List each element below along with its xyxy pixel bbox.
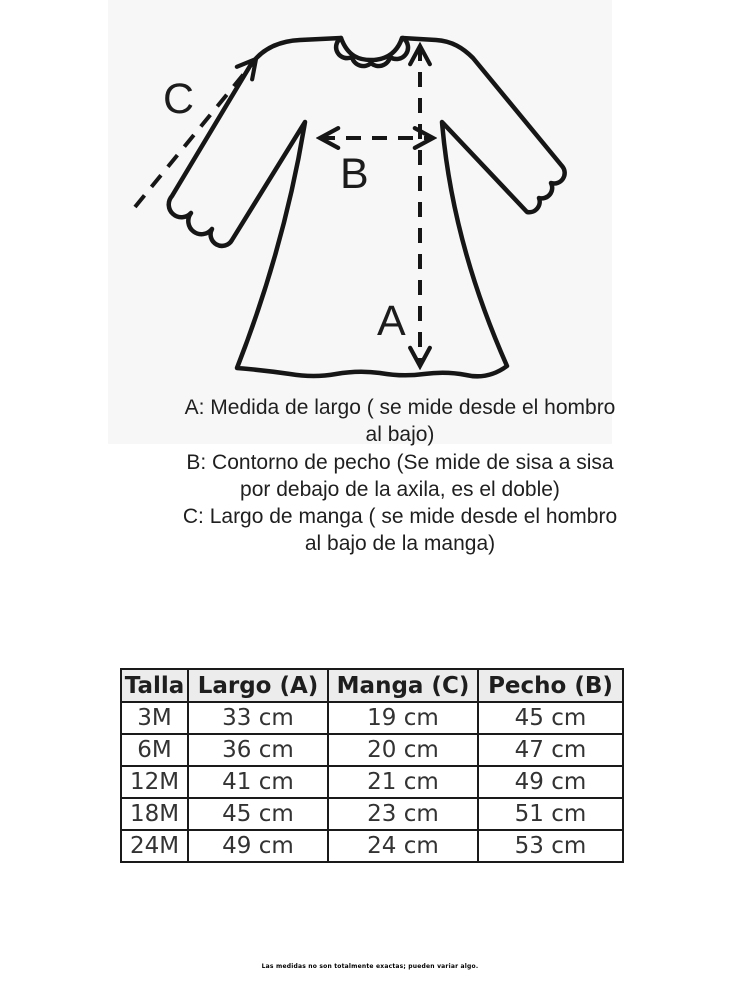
table-row-6m <box>121 734 623 766</box>
size-cell: 18M <box>121 798 188 830</box>
size-table <box>120 668 624 863</box>
size-cell: 24M <box>121 830 188 862</box>
dress-measurement-diagram <box>0 0 740 400</box>
pecho-cell: 49 cm <box>478 766 623 798</box>
largo-cell: 49 cm <box>188 830 328 862</box>
pecho-cell: 53 cm <box>478 830 623 862</box>
pecho-cell: 45 cm <box>478 702 623 734</box>
description-line-b2: por debajo de la axila, es el doble) <box>240 477 560 501</box>
manga-cell: 21 cm <box>328 766 478 798</box>
measure-arrow-c <box>135 59 256 207</box>
manga-cell: 20 cm <box>328 734 478 766</box>
measurement-descriptions <box>60 394 740 558</box>
column-header-pecho: Pecho (B) <box>478 669 623 702</box>
manga-cell: 19 cm <box>328 702 478 734</box>
description-line-b1: B: Contorno de pecho (Se mide de sisa a sisa <box>186 450 614 474</box>
description-line-c2: al bajo de la manga) <box>304 532 496 556</box>
size-cell: 3M <box>121 702 188 734</box>
table-row-18m <box>121 798 623 830</box>
largo-cell: 45 cm <box>188 798 328 830</box>
manga-cell: 23 cm <box>328 798 478 830</box>
pecho-cell: 47 cm <box>478 734 623 766</box>
description-line-a1: A: Medida de largo ( se mide desde el hombro <box>184 396 616 419</box>
column-header-largo: Largo (A) <box>188 669 328 702</box>
pecho-cell: 51 cm <box>478 798 623 830</box>
manga-cell: 24 cm <box>328 830 478 862</box>
diagram-label-c: C <box>163 75 195 123</box>
largo-cell: 33 cm <box>188 702 328 734</box>
disclaimer-note: Las medidas no son totalmente exactas; pueden variar algo. <box>261 963 479 970</box>
largo-cell: 36 cm <box>188 734 328 766</box>
largo-cell: 41 cm <box>188 766 328 798</box>
description-line-a2: al bajo) <box>365 423 435 447</box>
description-line-c1: C: Largo de manga ( se mide desde el hombro <box>182 505 618 529</box>
column-header-talla: Talla <box>121 669 188 702</box>
dress-outline <box>169 38 565 376</box>
diagram-label-a: A <box>377 297 406 345</box>
size-cell: 12M <box>121 766 188 798</box>
table-row-12m <box>121 766 623 798</box>
size-cell: 6M <box>121 734 188 766</box>
table-row-3m <box>121 702 623 734</box>
table-row-24m <box>121 830 623 862</box>
diagram-label-b: B <box>340 150 369 198</box>
column-header-manga: Manga (C) <box>328 669 478 702</box>
table-header-row <box>121 669 623 702</box>
size-table-container <box>120 668 624 863</box>
